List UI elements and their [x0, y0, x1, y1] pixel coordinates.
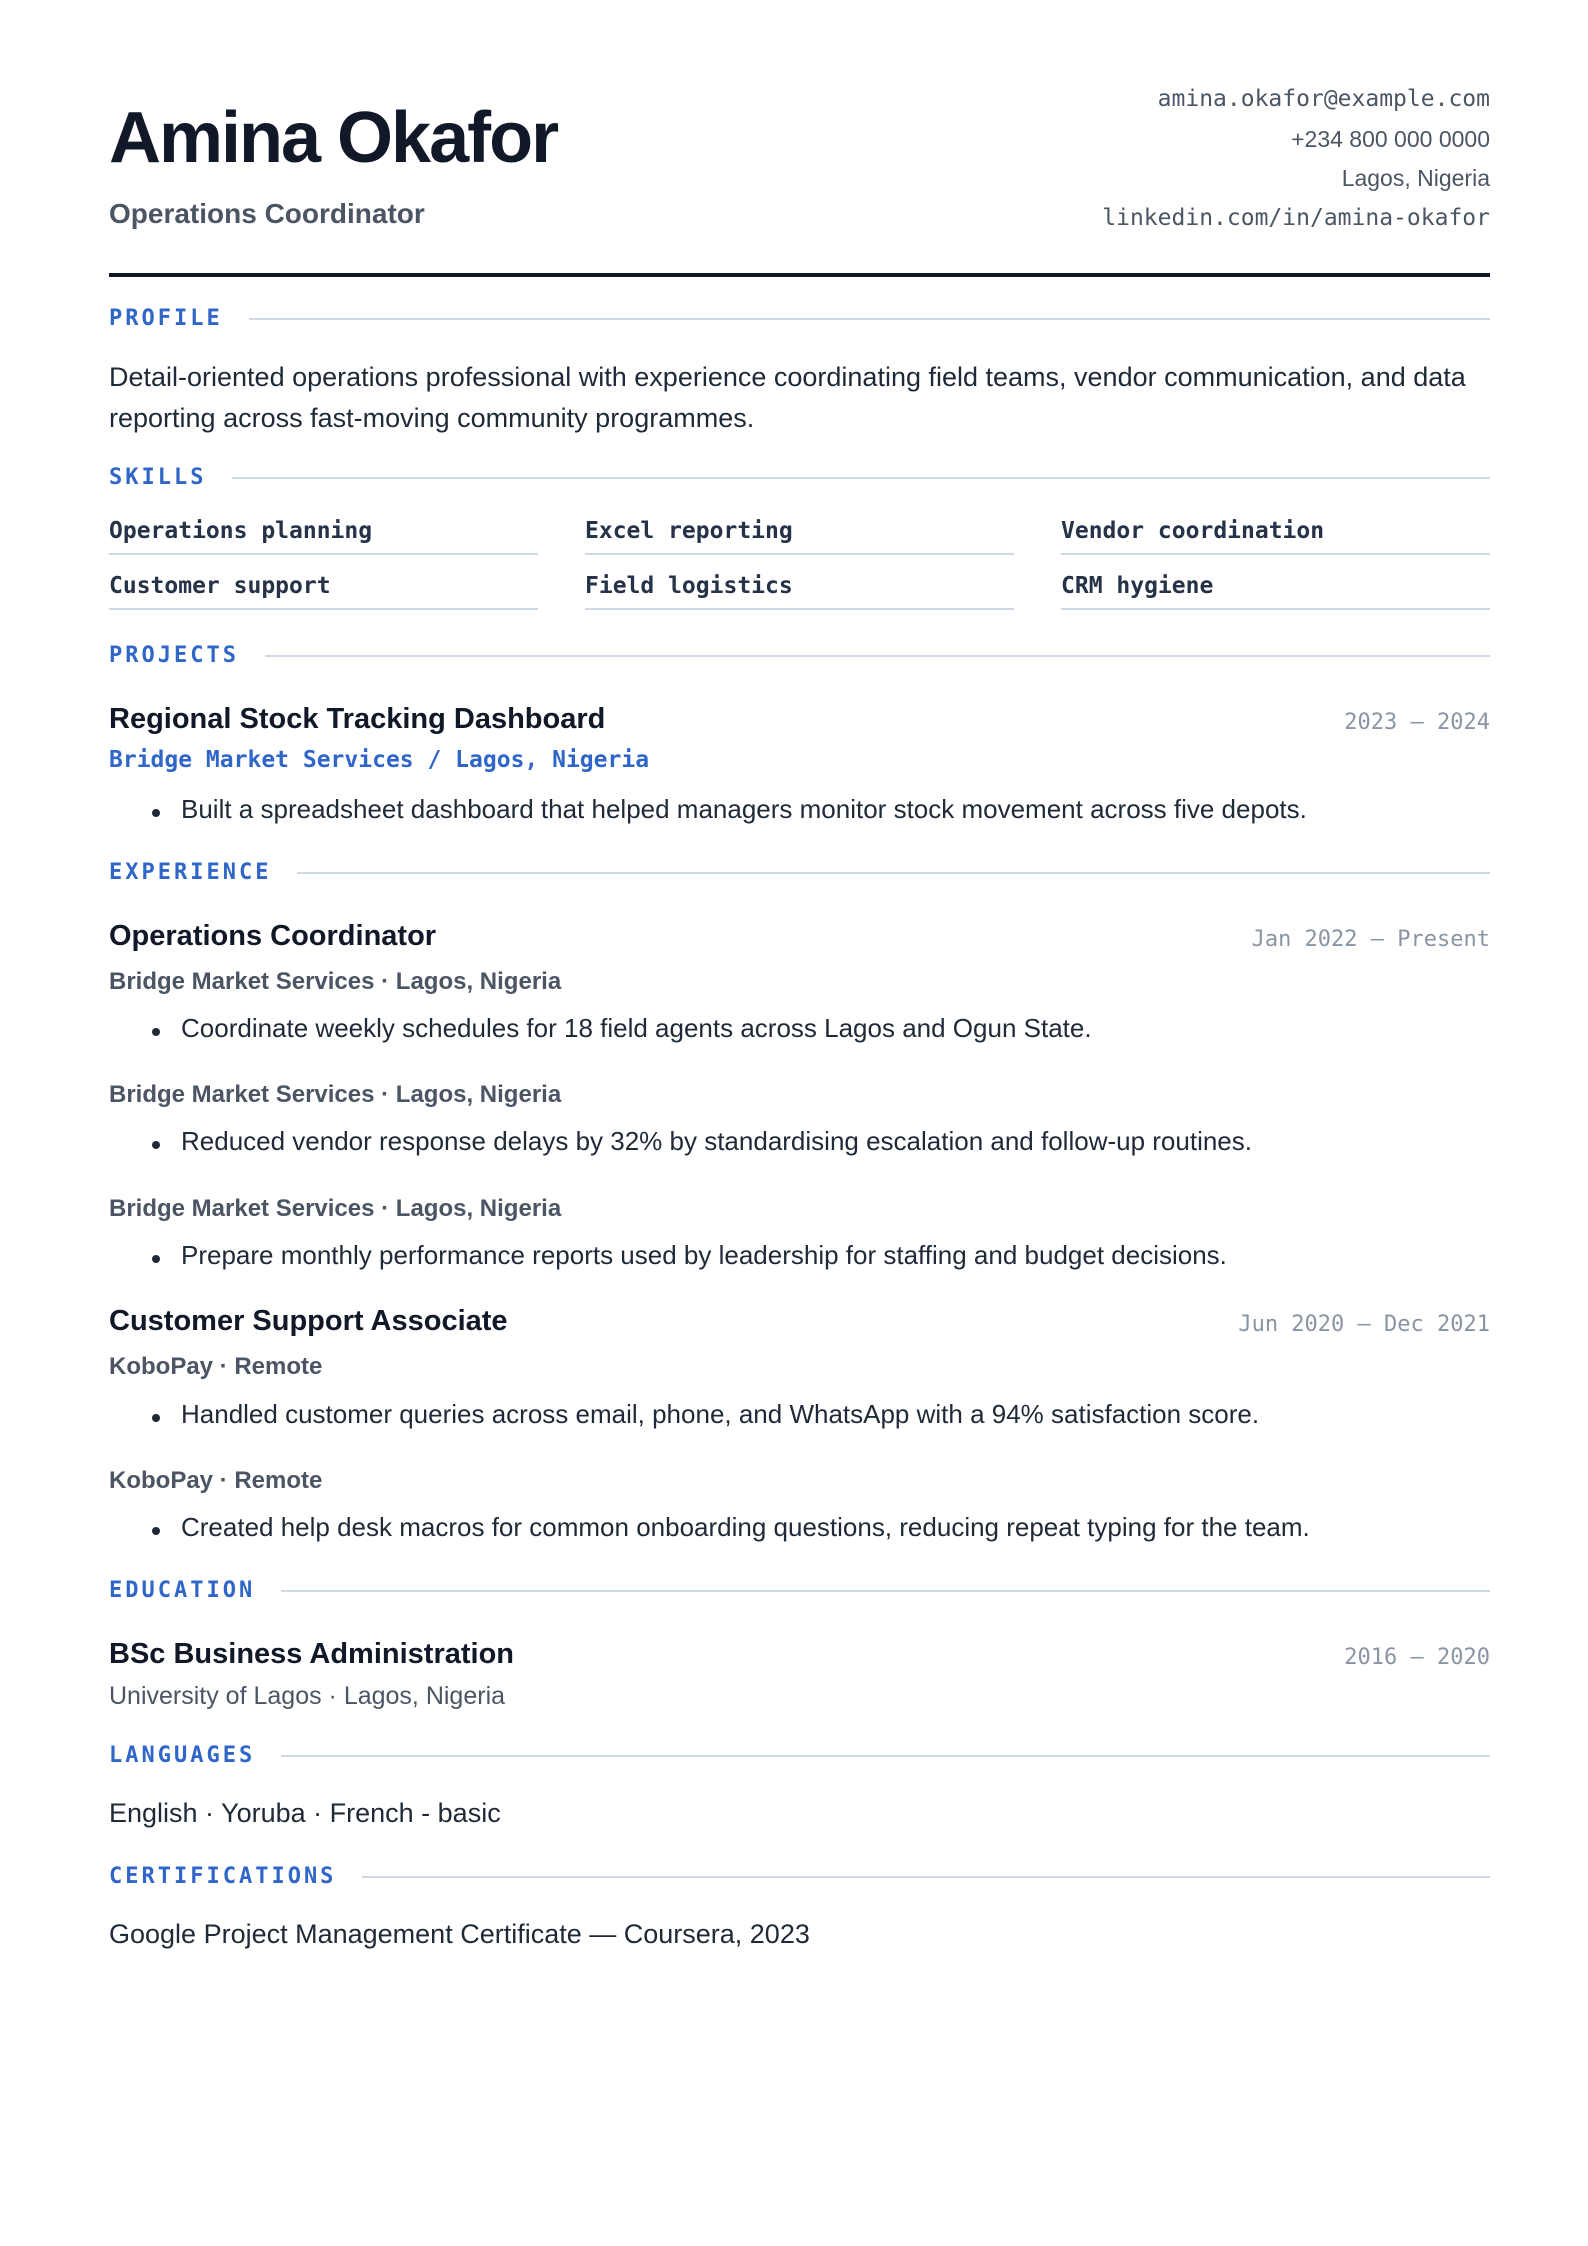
header-divider	[109, 273, 1490, 277]
job-bullet: Reduced vendor response delays by 32% by standardising escalation and follow-up routines.	[181, 1126, 1252, 1156]
job-dates: Jun 2020 – Dec 2021	[1238, 1312, 1490, 1337]
section-title: EDUCATION	[109, 1578, 256, 1603]
section-projects-heading	[109, 643, 1490, 668]
project-dates: 2023 – 2024	[1344, 710, 1490, 735]
project-org: Bridge Market Services / Lagos, Nigeria	[109, 747, 650, 773]
contact-block	[1102, 80, 1490, 238]
section-divider	[362, 1876, 1490, 1878]
job-org: KoboPay · Remote	[109, 1353, 323, 1380]
candidate-name: Amina Okafor	[109, 98, 558, 178]
section-certifications-heading	[109, 1864, 1490, 1889]
certification-item: Google Project Management Certificate — Coursera, 2023	[109, 1919, 810, 1949]
contact-phone: +234 800 000 0000	[1291, 125, 1490, 152]
section-experience-heading	[109, 860, 1490, 885]
job-org: Bridge Market Services · Lagos, Nigeria	[109, 1195, 562, 1222]
contact-linkedin[interactable]: linkedin.com/in/amina-okafor	[1102, 204, 1490, 231]
section-title: PROJECTS	[109, 643, 239, 668]
skill-item: Field logistics	[585, 555, 1014, 610]
profile-summary: Detail-oriented operations professional with experience coordinating field teams, vendor communication, and data reporting across fast-moving community programmes.	[109, 362, 1466, 433]
section-title: EXPERIENCE	[109, 860, 272, 885]
skill-item: Operations planning	[109, 500, 538, 555]
languages-list: English · Yoruba · French - basic	[109, 1798, 501, 1828]
education-degree: BSc Business Administration	[109, 1638, 515, 1670]
section-languages-heading	[109, 1743, 1490, 1768]
job-role: Operations Coordinator	[109, 920, 437, 952]
section-divider	[249, 318, 1490, 320]
section-title: SKILLS	[109, 465, 207, 490]
section-divider	[232, 477, 1490, 479]
section-title: PROFILE	[109, 306, 223, 331]
section-divider	[281, 1590, 1490, 1592]
job-role: Customer Support Associate	[109, 1305, 508, 1337]
section-skills-heading	[109, 465, 1490, 490]
section-divider	[281, 1755, 1490, 1757]
section-divider	[297, 872, 1490, 874]
skill-item: Vendor coordination	[1061, 500, 1490, 555]
contact-location: Lagos, Nigeria	[1341, 165, 1490, 191]
section-title: LANGUAGES	[109, 1743, 256, 1768]
section-profile-heading	[109, 306, 1490, 331]
project-name: Regional Stock Tracking Dashboard	[109, 703, 606, 735]
job-dates: Jan 2022 – Present	[1251, 927, 1490, 952]
contact-email[interactable]: amina.okafor@example.com	[1157, 86, 1490, 112]
skill-item: CRM hygiene	[1061, 555, 1490, 610]
section-divider	[265, 655, 1490, 657]
education-dates: 2016 – 2020	[1344, 1645, 1490, 1670]
job-org: Bridge Market Services · Lagos, Nigeria	[109, 968, 562, 995]
skill-item: Excel reporting	[585, 500, 1014, 555]
resume-header	[109, 80, 1490, 276]
job-bullet: Prepare monthly performance reports used by leadership for staffing and budget decisions.	[181, 1240, 1227, 1270]
job-org: KoboPay · Remote	[109, 1467, 323, 1494]
section-title: CERTIFICATIONS	[109, 1864, 337, 1889]
job-bullet: Created help desk macros for common onboarding questions, reducing repeat typing for the team.	[181, 1512, 1310, 1542]
section-education-heading	[109, 1578, 1490, 1603]
job-bullet: Coordinate weekly schedules for 18 field agents across Lagos and Ogun State.	[181, 1013, 1092, 1043]
job-bullet: Handled customer queries across email, phone, and WhatsApp with a 94% satisfaction score.	[181, 1399, 1260, 1429]
skill-item: Customer support	[109, 555, 538, 610]
job-org: Bridge Market Services · Lagos, Nigeria	[109, 1081, 562, 1108]
candidate-headline: Operations Coordinator	[109, 198, 425, 229]
project-bullet: Built a spreadsheet dashboard that helped managers monitor stock movement across five depots.	[181, 794, 1307, 824]
education-school: University of Lagos · Lagos, Nigeria	[109, 1682, 506, 1710]
skills-grid	[109, 500, 1490, 610]
